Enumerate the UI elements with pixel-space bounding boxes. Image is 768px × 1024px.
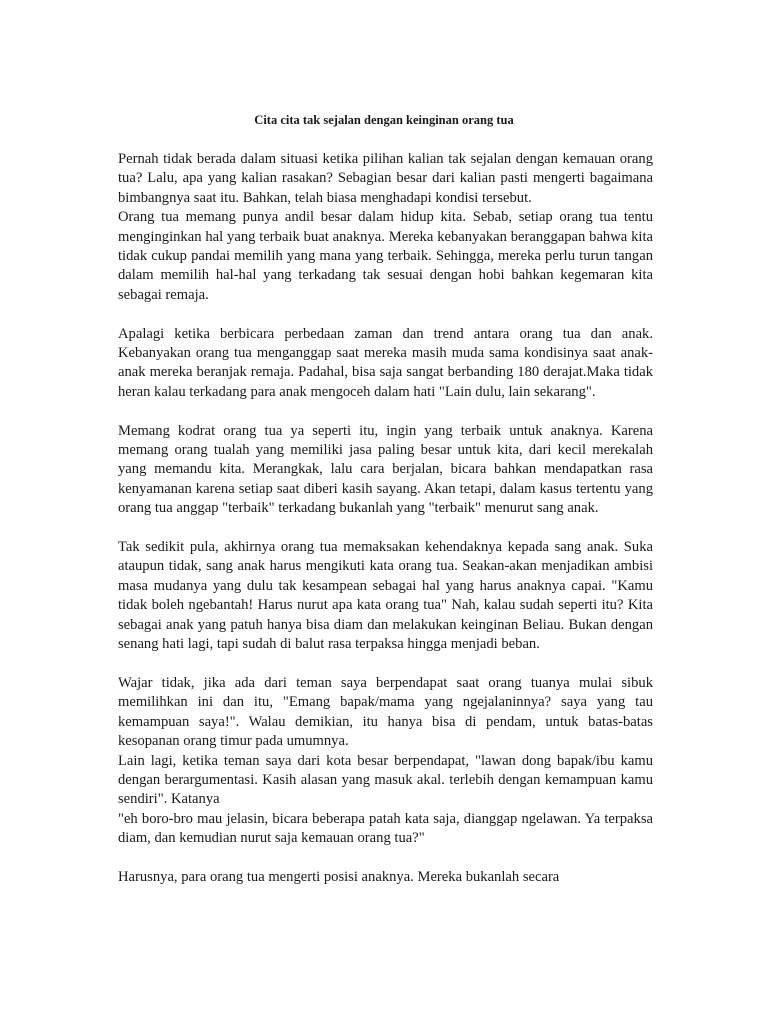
paragraph: Wajar tidak, jika ada dari teman saya berpendapat saat orang tuanya mulai sibuk memilihkan ini dan itu, "Emang bapak/mama yang ngejalaninnya? saya yang tau kemampuan saya!". Walau demikian, itu hanya bisa di pendam, untuk batas-batas kesopanan orang timur pada umumnya.	[118, 674, 653, 750]
paragraph-spacer	[118, 402, 653, 421]
paragraph: Lain lagi, ketika teman saya dari kota besar berpendapat, "lawan dong bapak/ibu kamu dengan berargumentasi. Kasih alasan yang masuk akal. terlebih dengan kemampuan kamu sendiri". Katanya	[118, 752, 653, 808]
paragraph: "eh boro-bro mau jelasin, bicara beberapa patah kata saja, dianggap ngelawan. Ya terpaksa diam, dan kemudian nurut saja kemauan orang tua?"	[118, 810, 653, 847]
paragraph: Harusnya, para orang tua mengerti posisi anaknya. Mereka bukanlah secara	[118, 868, 560, 885]
page-title: Cita cita tak sejalan dengan keinginan orang tua	[254, 113, 514, 127]
paragraph: Tak sedikit pula, akhirnya orang tua memaksakan kehendaknya kepada sang anak. Suka ataupun tidak, sang anak harus mengikuti kata orang tua. Seakan-akan menjadikan ambisi masa mudanya yang dulu tak kesampean sebagai hal yang harus anaknya capai. "Kamu tidak boleh ngebantah! Harus nurut apa kata orang tua" Nah, kalau sudah seperti itu? Kita sebagai anak yang patuh hanya bisa diam dan melakukan keinginan Beliau. Bukan dengan senang hati lagi, tapi sudah di balut rasa terpaksa hingga menjadi beban.	[118, 539, 653, 653]
paragraph-spacer	[118, 849, 653, 868]
paragraph: Orang tua memang punya andil besar dalam hidup kita. Sebab, setiap orang tua tentu menginginkan hal yang terbaik buat anaknya. Mereka kebanyakan beranggapan bahwa kita tidak cukup pandai memilih yang mana yang terbaik. Sehingga, mereka perlu turun tangan dalam memilih hal-hal yang terkadang tak sesuai dengan hobi bahkan kegemaran kita sebagai remaja.	[118, 209, 653, 303]
paragraph: Apalagi ketika berbicara perbedaan zaman dan trend antara orang tua dan anak. Kebanyakan orang tua menganggap saat mereka masih muda sama kondisinya saat anak-anak mereka beranjak remaja. Padahal, bisa saja sangat berbanding 180 derajat.Maka tidak heran kalau terkadang para anak mengoceh dalam hati "Lain dulu, lain sekarang".	[118, 325, 653, 400]
paragraph-spacer	[118, 655, 653, 674]
paragraph-spacer	[118, 519, 653, 538]
paragraph: Pernah tidak berada dalam situasi ketika pilihan kalian tak sejalan dengan kemauan orang tua? Lalu, apa yang kalian rasakan? Sebagian besar dari kalian pasti mengerti bagaimana bimbangnya saat itu. Bahkan, telah biasa menghadapi kondisi tersebut.	[118, 151, 653, 206]
paragraph-spacer	[118, 305, 653, 324]
paragraph: Memang kodrat orang tua ya seperti itu, ingin yang terbaik untuk anaknya. Karena memang orang tualah yang memiliki jasa paling besar untuk kita, dari kecil merekalah yang memandu kita. Merangkak, lalu cara berjalan, bicara bahkan mendapatkan rasa kenyamanan karena setiap saat diberi kasih sayang. Akan tetapi, dalam kasus tertentu yang orang tua anggap "terbaik" terkadang bukanlah yang "terbaik" menurut sang anak.	[118, 422, 653, 517]
document-body	[118, 150, 653, 887]
